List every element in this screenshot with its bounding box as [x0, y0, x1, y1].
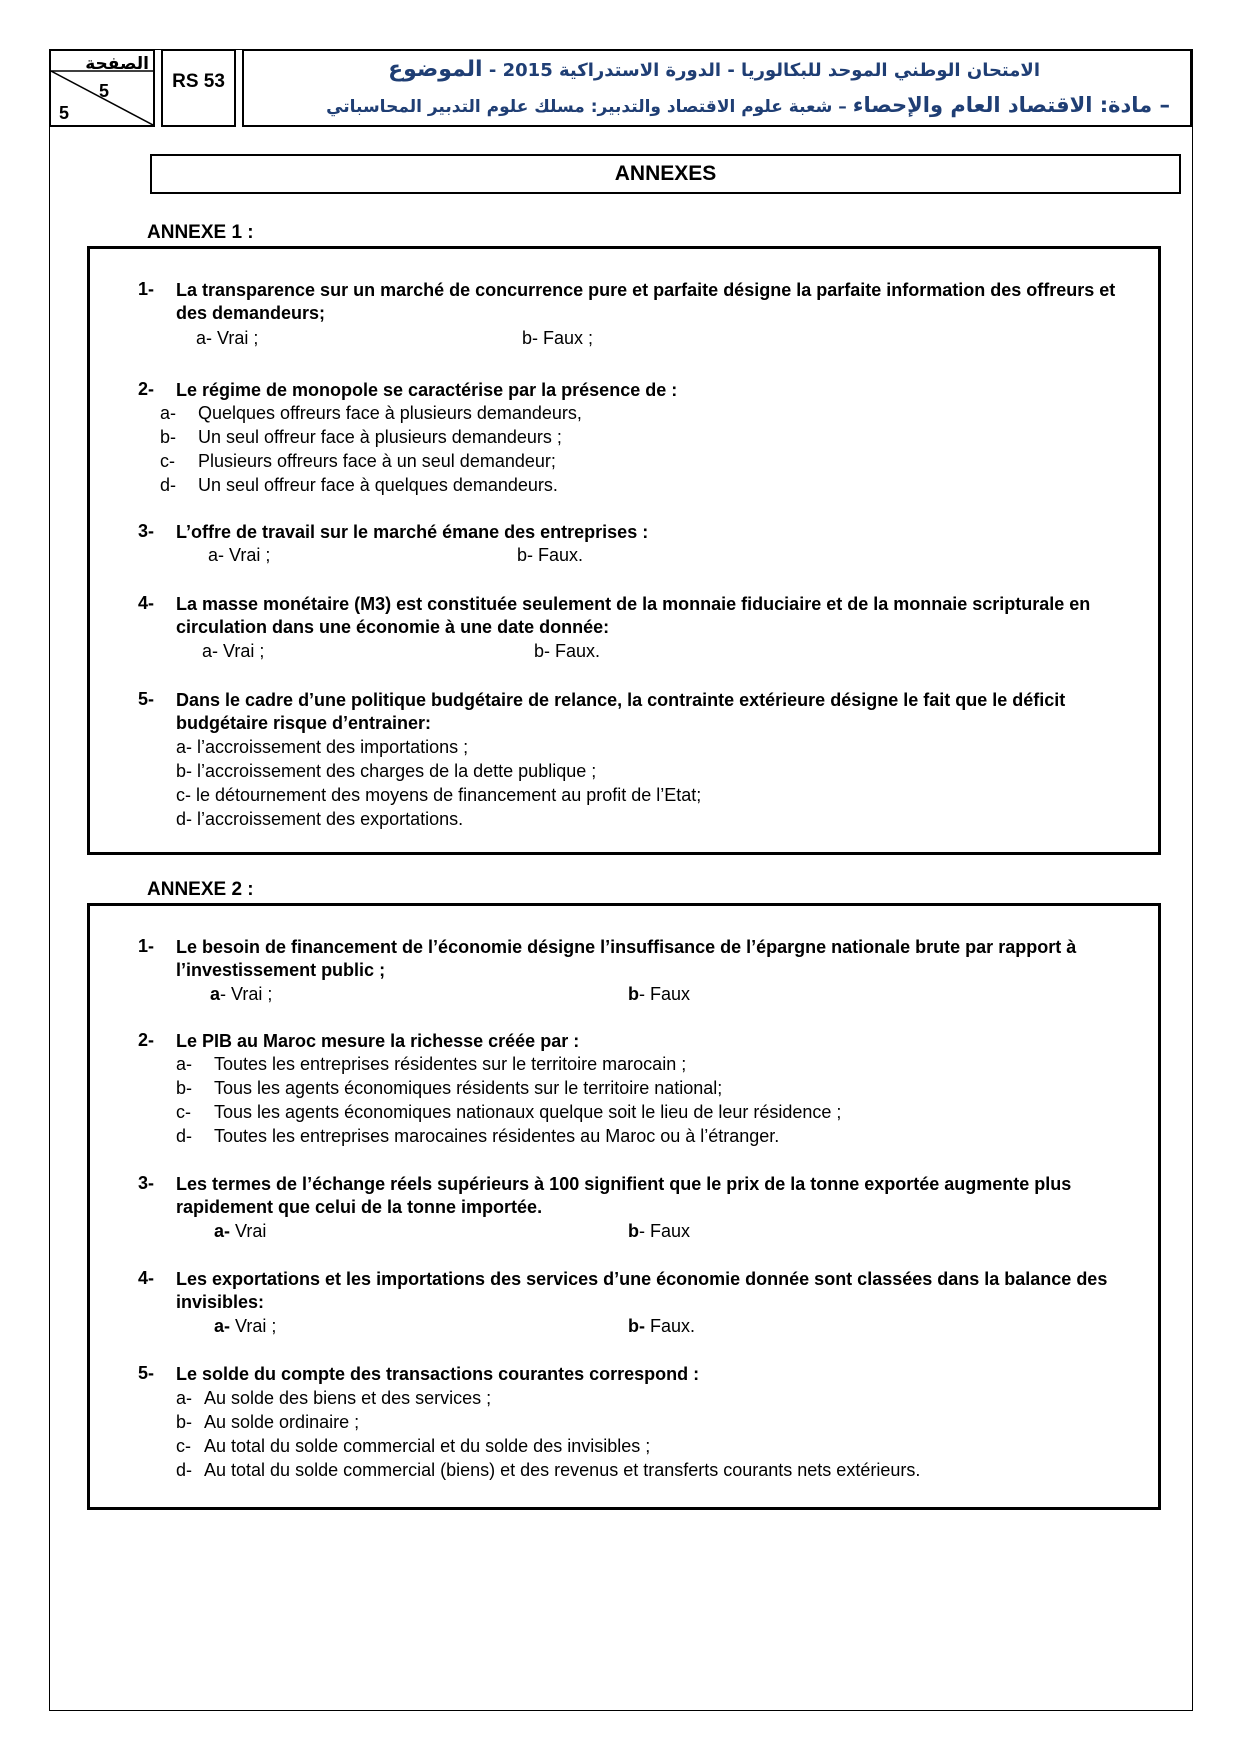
- annex1-q3-option-b: b- Faux.: [517, 545, 584, 565]
- annex1-q4-option-a: a- Vrai ;: [202, 641, 265, 661]
- annex1-q5-option-a: a- l’accroissement des importations ;: [176, 737, 469, 757]
- exam-title-line1: الامتحان الوطني الموحد للبكالوريا - الدورة الاستدراكية 2015 - الموضوع: [388, 57, 1040, 82]
- annex2-q2-option-c: c-: [176, 1102, 191, 1122]
- annex2-q4-option-a: a- Vrai ;: [214, 1316, 277, 1336]
- annex1-q2-option-d: d-: [160, 475, 177, 495]
- annex2-q2-option-d: d-: [176, 1126, 193, 1146]
- page-label: الصفحة: [85, 54, 149, 74]
- annex1-q1-option-a: a- Vrai ;: [196, 328, 259, 348]
- subject-label: الموضوع: [388, 57, 483, 82]
- annex2-q5-option-c: c-: [176, 1436, 191, 1456]
- annex2-q5-option-d: d-: [176, 1460, 193, 1480]
- annex2-q1-option-b: b- Faux: [628, 984, 691, 1004]
- annex2-q2-option-b: b-: [176, 1078, 193, 1098]
- annex1-q2-option-a: a-: [160, 403, 177, 423]
- annex2-q1-option-a: a- Vrai ;: [210, 984, 273, 1004]
- annexes-title: ANNEXES: [150, 154, 1181, 194]
- page-number-box: [49, 49, 155, 127]
- annex2-q5-option-b: b-: [176, 1412, 193, 1432]
- annex1-box: 1- La transparence sur un marché de concurrence pure et parfaite désigne la parfaite information des offreurs et des demandeurs; a- Vrai ; b- Faux ; 2- Le régime de monopole se caractérise par la présence de : a- Quelques offreurs face à plusieurs demandeurs, b- Un seul offreur face à plusieurs demandeurs ; c- Plusieurs offreurs face à un seul demandeur; d- Un seul offreur face à quelques demandeurs. 3- L’offre de travail sur le marché émane des entreprises : a- Vrai ; b- Faux. 4- La masse monétaire (M3) est constituée seulement de la monnaie fiduciaire et de la monnaie scripturale en circulation dans une économie à une date donnée: a- Vrai ; b- Faux. 5- Dans le cadre d’une politique budgétaire de relance, la contrainte extérieure désigne le fait que le déficit budgétaire risque d’entrainer: a- l’accroissement des importations ; b- l’accroissement des charges de la dette publique ; c- le détournement des moyens de financement au profit de l’Etat; d- l’accroissement des exportations.: [87, 246, 1161, 855]
- exam-code: RS 53: [161, 49, 236, 127]
- annex1-q1-option-b: b- Faux ;: [522, 328, 594, 348]
- page-total: 5: [59, 103, 70, 123]
- annex1-heading: ANNEXE 1 :: [147, 222, 254, 243]
- annex2-q3-option-b: b- Faux: [628, 1221, 691, 1241]
- annex1-q5-option-c: c- le détournement des moyens de financement au profit de l’Etat;: [176, 785, 702, 805]
- annex2-q4-option-b: b- Faux.: [628, 1316, 696, 1336]
- annex2-heading: ANNEXE 2 :: [147, 879, 254, 900]
- exam-title-box: [242, 49, 1192, 127]
- annex1-q5-option-b: b- l’accroissement des charges de la dette publique ;: [176, 761, 597, 781]
- annex1-q3-option-a: a- Vrai ;: [208, 545, 271, 565]
- annex2-q5-option-a: a-: [176, 1388, 193, 1408]
- annex1-q5-option-d: d- l’accroissement des exportations.: [176, 809, 464, 829]
- annex1-q2-option-b: b-: [160, 427, 177, 447]
- annex1-q4-option-b: b- Faux.: [534, 641, 601, 661]
- annex2-q3-option-a: a- Vrai: [214, 1221, 267, 1241]
- page-current: 5: [99, 81, 110, 101]
- annex2-box: 1- Le besoin de financement de l’économie désigne l’insuffisance de l’épargne nationale brute par rapport à l’investissement public ; a- Vrai ; b- Faux 2- Le PIB au Maroc mesure la richesse créée par : a- Toutes les entreprises résidentes sur le territoire marocain ; b- Tous les agents économiques résidents sur le territoire national; c- Tous les agents économiques nationaux quelque soit le lieu de leur résidence ; d- Toutes les entreprises marocaines résidentes au Maroc ou à l’étranger. 3- Les termes de l’échange réels supérieurs à 100 signifient que le prix de la tonne exportée augmente plus rapidement que celui de la tonne importée. a- Vrai b- Faux 4- Les exportations et les importations des services d’une économie donnée sont classées dans la balance des invisibles: a- Vrai ; b- Faux. 5- Le solde du compte des transactions courantes correspond : a- Au solde des biens et des services ; b- Au solde ordinaire ; c- Au total du solde commercial et du solde des invisibles ; d- Au total du solde commercial (biens) et des revenus et transferts courants nets extérieurs.: [87, 903, 1161, 1510]
- annex2-q2-option-a: a-: [176, 1054, 193, 1074]
- exam-title-line2: – مادة: الاقتصاد العام والإحصاء – شعبة علوم الاقتصاد والتدبير: مسلك علوم التدبير المحاسباتي: [326, 93, 1170, 117]
- annex1-q2-option-c: c-: [160, 451, 175, 471]
